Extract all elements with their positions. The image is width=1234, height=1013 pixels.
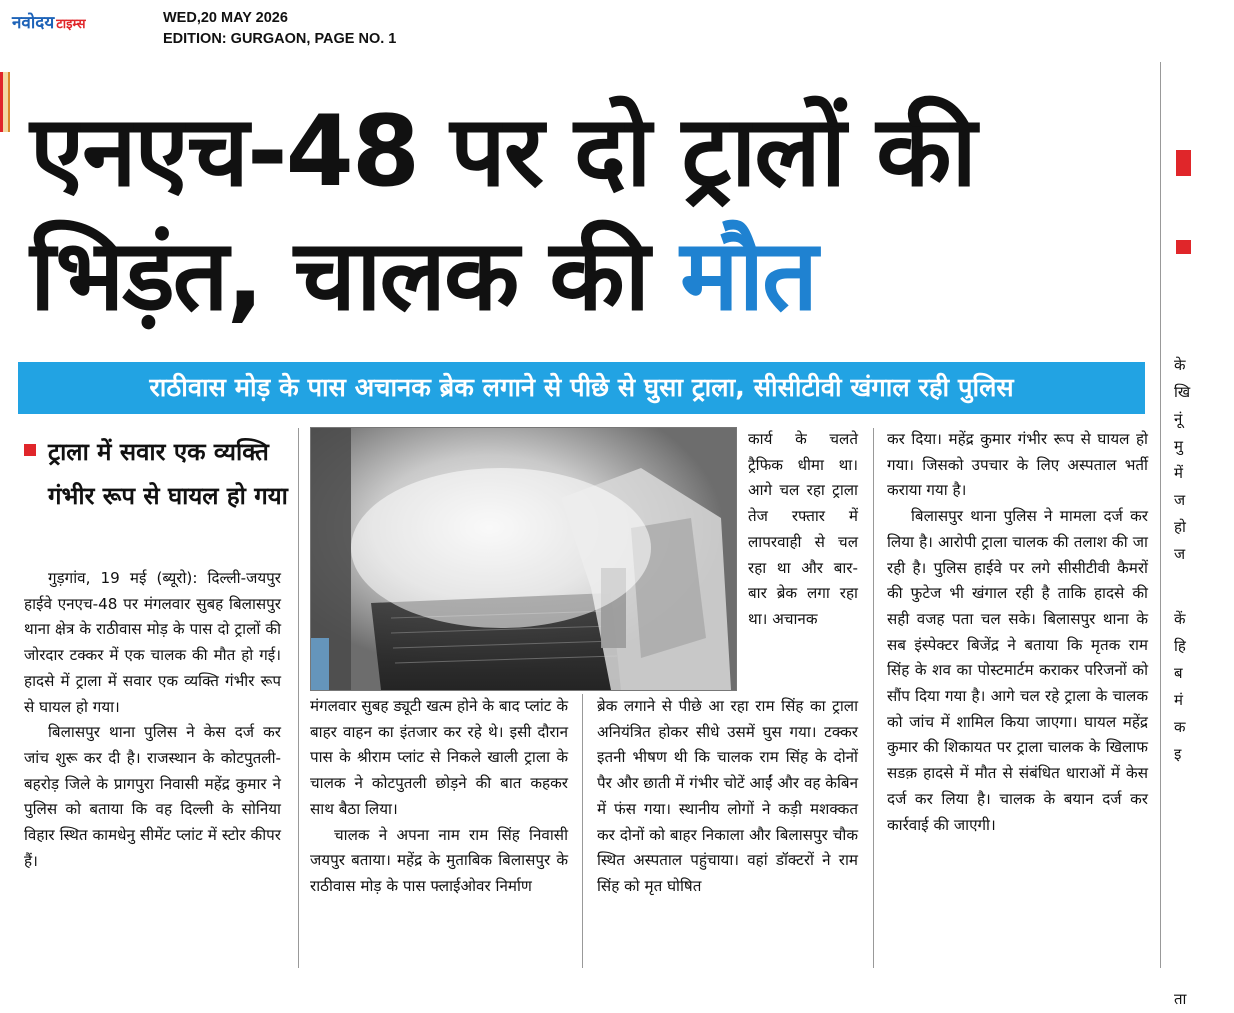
subheadline-text: राठीवास मोड़ के पास अचानक ब्रेक लगाने से पीछे से घुसा ट्राला, सीसीटीवी खंगाल रही पुलिस [149, 373, 1014, 403]
adjacent-red-mark [1176, 240, 1191, 254]
column-divider [582, 694, 583, 968]
adjacent-article-line: ज [1174, 545, 1186, 563]
subheadline-banner [18, 362, 1145, 414]
col4-paragraph-2: बिलासपुर थाना पुलिस ने मामला दर्ज कर लिया है। आरोपी ट्राला चालक की तलाश की जा रही है। पुलिस हाईवे पर लगे सीसीटीवी कैमरों की फुटेज भी खंगाल रही है ताकि हादसे की सही वजह पता चल सके। बिलासपुर थाना के सब इंस्पेक्टर बिजेंद्र ने बताया कि मृतक राम सिंह के शव का पोस्टमार्टम कराकर परिजनों को सौंप दिया गया है। आगे चल रहे ट्राला के चालक को जांच में शामिल किया जाएगा। घायल महेंद्र कुमार की शिकायत पर ट्राला चालक के खिलाफ सडक़ हादसे में मौत से संबंधित धाराओं में केस दर्ज कर लिया है। चालक के बयान दर्ज कर कार्रवाई की जाएगी। [887, 507, 1148, 834]
adjacent-article-line: मु [1174, 437, 1183, 455]
adjacent-clip-edge-red [0, 72, 3, 132]
column-divider [298, 428, 299, 968]
adjacent-article-line: खि [1174, 383, 1191, 401]
red-bullet-icon [24, 444, 36, 456]
edition-info [163, 8, 396, 50]
col3-paragraph-top: कार्य के चलते ट्रैफिक धीमा था। आगे चल रहा ट्राला तेज रफ्तार में लापरवाही से चल रहा था और बार-बार ब्रेक लगा रहा था। अचानक [748, 430, 858, 628]
adjacent-article-line: हि [1174, 637, 1186, 655]
issue-date: WED,20 MAY 2026 [163, 10, 288, 26]
adjacent-article-line: इ [1174, 745, 1182, 763]
article-column-3-bottom [597, 694, 858, 900]
col2-paragraph-2: चालक ने अपना नाम राम सिंह निवासी जयपुर बताया। महेंद्र के मुताबिक बिलासपुर के राठीवास मोड़ के पास फ्लाईओवर निर्माण [310, 825, 568, 895]
headline-highlight-word: मौत [680, 219, 816, 333]
article-headline [30, 90, 1170, 338]
highlight-text: ट्राला में सवार एक व्यक्ति गंभीर रूप से घायल हो गया [48, 438, 288, 510]
adjacent-article-strip [1160, 62, 1191, 1008]
col1-paragraph-2: बिलासपुर थाना पुलिस ने केस दर्ज कर जांच शुरू कर दी है। राजस्थान के कोटपुतली-बहरोड़ जिले के प्रागपुरा निवासी महेंद्र कुमार ने पुलिस को बताया कि वह दिल्ली के सोनिया विहार स्थित कामधेनु सीमेंट प्लांट में स्टोर कीपर हैं। [24, 723, 281, 870]
article-column-4 [887, 427, 1148, 838]
logo-sub-text: टाइम्स [56, 17, 86, 32]
adjacent-article-line: ज [1174, 491, 1186, 509]
adjacent-article-line: कें [1174, 610, 1186, 628]
adjacent-article-line: नूं [1174, 410, 1183, 428]
headline-line-2 [30, 214, 1170, 338]
adjacent-article-line: हो [1174, 518, 1186, 536]
adjacent-article-line: में [1174, 464, 1183, 482]
logo-main-text: नवोदय [12, 13, 55, 33]
article-column-2 [310, 694, 568, 900]
col4-paragraph-1: कर दिया। महेंद्र कुमार गंभीर रूप से घायल हो गया। जिसको उपचार के लिए अस्पताल भर्ती कराया गया है। [887, 430, 1148, 500]
article-column-3-top [748, 427, 858, 633]
adjacent-article-line: ता [1174, 990, 1187, 1008]
col2-paragraph-1: मंगलवार सुबह ड्यूटी खत्म होने के बाद प्लांट के बाहर वाहन का इंतजार कर रहे थे। इसी दौरान पास के श्रीराम प्लांट से निकले खाली ट्राला के चालक ने कोटपुतली छोड़ने की बात कहकर साथ बैठा लिया। [310, 697, 568, 818]
adjacent-article-line: ब [1174, 664, 1183, 682]
headline-line-2-text: भिड़ंत, चालक की [30, 219, 681, 333]
accident-photo[interactable] [310, 427, 737, 691]
edition-page: EDITION: GURGAON, PAGE NO. 1 [163, 31, 397, 47]
article-column-1 [24, 566, 281, 874]
newspaper-logo[interactable] [12, 10, 86, 36]
col3-paragraph-bottom: ब्रेक लगाने से पीछे आ रहा राम सिंह का ट्राला अनियंत्रित होकर सीधे उसमें घुस गया। टक्कर इतनी भीषण थी कि चालक राम सिंह के दोनों पैर और छाती में गंभीर चोटें आईं और वह केबिन में फंस गया। स्थानीय लोगों ने कड़ी मशक्कत कर दोनों को बाहर निकाला और बिलासपुर चौक स्थित अस्पताल पहुंचाया। वहां डॉक्टरों ने राम सिंह को मृत घोषित [597, 697, 858, 895]
col1-paragraph-1: गुड़गांव, 19 मई (ब्यूरो): दिल्ली-जयपुर हाईवे एनएच-48 पर मंगलवार सुबह बिलासपुर थाना क्षेत्र के राठीवास मोड़ के पास दो ट्रालों की जोरदार टक्कर में एक चालक की मौत हो गई। हादसे में ट्राला में सवार एक व्यक्ति गंभीर रूप से घायल हो गया। [24, 569, 281, 716]
adjacent-article-line: के [1174, 356, 1186, 374]
adjacent-article-line: मं [1174, 691, 1183, 709]
adjacent-red-mark [1176, 150, 1191, 176]
adjacent-article-line: क [1174, 718, 1186, 736]
column-divider [873, 428, 874, 968]
accident-photo-image [311, 428, 736, 690]
headline-line-1: एनएच-48 पर दो ट्रालों की [30, 95, 975, 209]
masthead-bar [0, 0, 1191, 63]
